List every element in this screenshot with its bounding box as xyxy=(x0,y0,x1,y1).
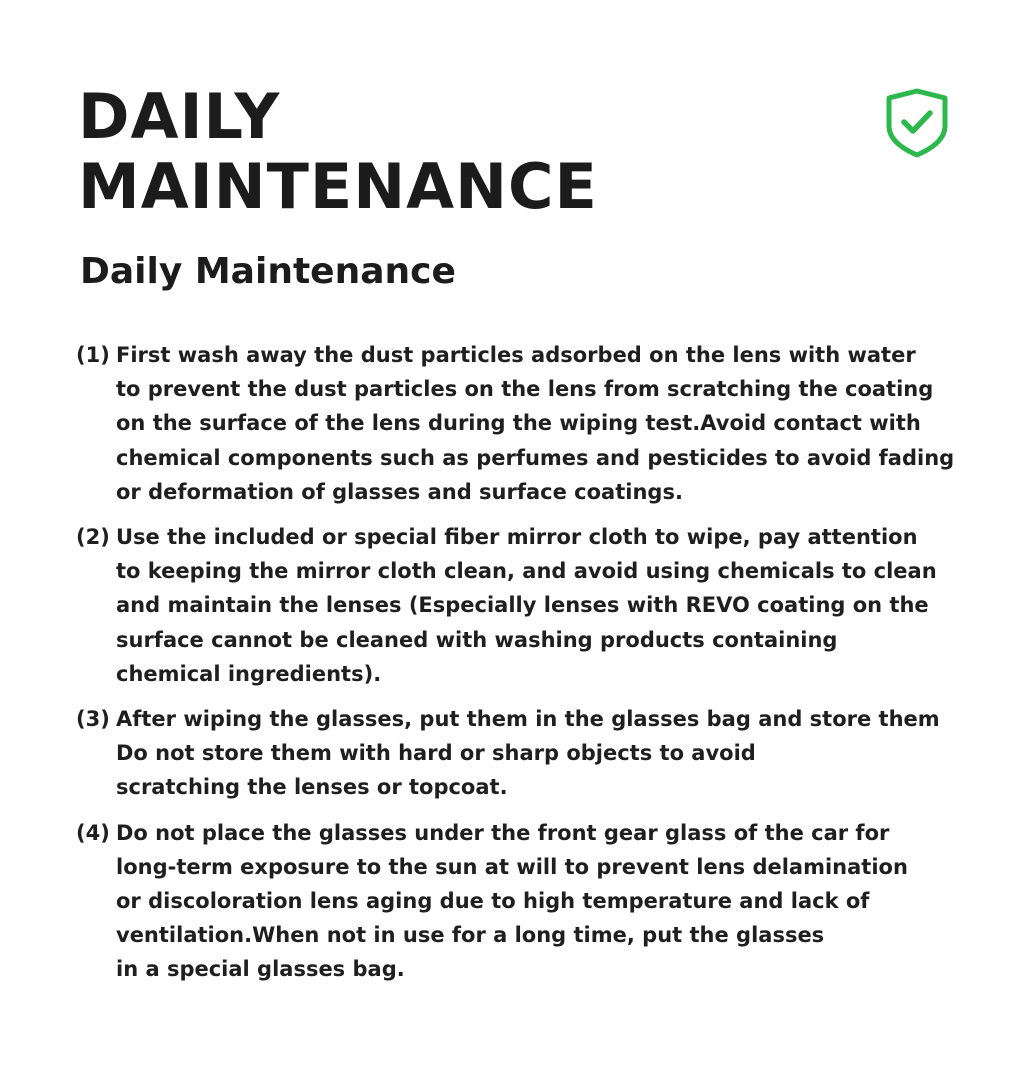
item-text-line: First wash away the dust particles adsorbed on the lens with water xyxy=(116,343,916,367)
shield-check-icon xyxy=(884,88,950,158)
item-number: (2) xyxy=(76,525,110,550)
page-title-line-2: MAINTENANCE xyxy=(78,150,598,223)
item-text-line: to prevent the dust particles on the lens from scratching the coating xyxy=(116,377,934,402)
item-text-line: ventilation.When not in use for a long time, put the glasses xyxy=(116,923,825,948)
item-text-line: long-term exposure to the sun at will to prevent lens delamination xyxy=(116,854,908,879)
item-number: (3) xyxy=(76,707,110,732)
item-number: (1) xyxy=(76,343,110,367)
list-item xyxy=(76,702,1006,805)
list-item xyxy=(76,816,1006,987)
item-text-line: surface cannot be cleaned with washing products containing xyxy=(116,627,838,652)
page-title-line-1: DAILY xyxy=(78,80,281,153)
list-item xyxy=(76,520,1006,691)
item-number: (4) xyxy=(76,820,110,845)
item-text-line: in a special glasses bag. xyxy=(116,957,405,982)
item-text-line: Do not store them with hard or sharp objects to avoid xyxy=(116,741,756,766)
maintenance-list xyxy=(76,338,1006,998)
item-text-line: or discoloration lens aging due to high temperature and lack of xyxy=(116,889,870,914)
item-text-line: to keeping the mirror cloth clean, and avoid using chemicals to clean xyxy=(116,559,937,584)
item-text-line: chemical components such as perfumes and pesticides to avoid fading xyxy=(116,445,955,470)
section-subtitle: Daily Maintenance xyxy=(80,251,456,292)
item-text-line: After wiping the glasses, put them in the glasses bag and store them xyxy=(116,707,940,732)
item-text-line: on the surface of the lens during the wiping test.Avoid contact with xyxy=(116,411,921,436)
page-title xyxy=(78,82,598,222)
item-text-line: Use the included or special fiber mirror cloth to wipe, pay attention xyxy=(116,525,918,550)
list-item xyxy=(76,338,1006,509)
item-text-line: or deformation of glasses and surface coatings. xyxy=(116,479,683,504)
item-text-line: Do not place the glasses under the front gear glass of the car for xyxy=(116,820,890,845)
item-text-line: chemical ingredients). xyxy=(116,661,382,686)
item-text-line: scratching the lenses or topcoat. xyxy=(116,775,508,800)
item-text-line: and maintain the lenses (Especially lenses with REVO coating on the xyxy=(116,593,929,618)
